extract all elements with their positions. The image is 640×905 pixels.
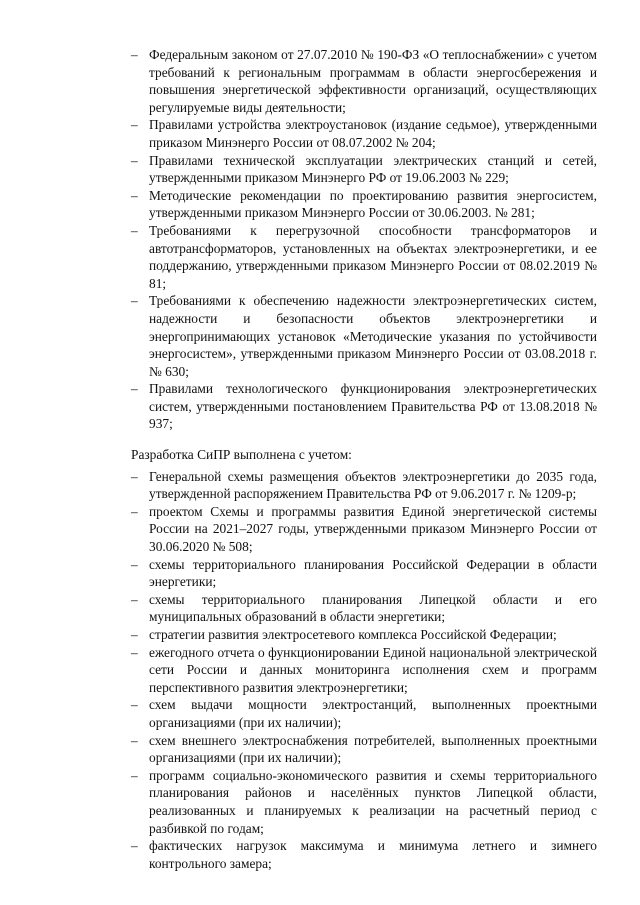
bullet-dash: –	[131, 838, 138, 854]
list-item	[131, 152, 597, 187]
list-item	[131, 837, 597, 872]
list-item-text: проектом Схемы и программы развития Единой энергетической системы России на 2021–2027 годы, утвержденными приказом Минэнерго России от 30.06.2020 № 508;	[149, 503, 597, 555]
list-item	[131, 591, 597, 626]
list-item	[131, 292, 597, 380]
bullet-dash: –	[131, 591, 138, 607]
list-item-text: Методические рекомендации по проектированию развития энергосистем, утвержденными приказом Минэнерго России от 30.06.2003. № 281;	[149, 187, 597, 221]
bullet-dash: –	[131, 47, 138, 62]
bullet-dash: –	[131, 732, 138, 748]
list-item	[131, 644, 597, 697]
list-item-text: Требованиями к перегрузочной способности трансформаторов и автотрансформаторов, установленных на объектах электроэнергетики, и ее поддержанию, утвержденными приказом Минэнерго России от 08.02.2019 № 81;	[149, 222, 597, 291]
bullet-dash: –	[131, 468, 138, 484]
bullet-dash: –	[131, 697, 138, 713]
bullet-dash: –	[131, 187, 138, 203]
bullet-dash: –	[131, 381, 138, 397]
bullet-dash: –	[131, 627, 138, 642]
list-item	[131, 116, 597, 151]
list-item	[131, 732, 597, 767]
list-item-text: Правилами устройства электроустановок (издание седьмое), утвержденными приказом Минэнерго России от 08.07.2002 № 204;	[149, 117, 597, 150]
regulations-list	[131, 46, 597, 433]
list-item	[131, 222, 597, 292]
list-item-text: Требованиями к обеспечению надежности электроэнергетических систем, надежности и безопасности объектов электроэнергетики и энергопринимающих установок «Методические указания по устойчивости энергосистем», утвержденными приказом Минэнерго России от 03.08.2018 г. № 630;	[149, 293, 597, 379]
bullet-dash: –	[131, 767, 138, 783]
bullet-dash: –	[131, 152, 138, 168]
list-item	[131, 626, 597, 644]
list-item-text: схемы территориального планирования Российской Федерации в области энергетики;	[149, 556, 597, 590]
list-item	[131, 468, 597, 503]
list-item-text: схемы территориального планирования Липецкой области и его муниципальных образований в области энергетики;	[149, 591, 597, 625]
list-item	[131, 556, 597, 591]
list-item	[131, 46, 597, 116]
list-item-text: Правилами технической эксплуатации электрических станций и сетей, утвержденными приказом Минэнерго РФ от 19.06.2003 № 229;	[149, 152, 597, 186]
list-item	[131, 187, 597, 222]
list-item	[131, 380, 597, 433]
bullet-dash: –	[131, 644, 138, 660]
sources-list	[131, 468, 597, 873]
list-item-text: стратегии развития электросетевого комплекса Российской Федерации;	[149, 627, 557, 642]
list-item-text: Генеральной схемы размещения объектов электроэнергетики до 2035 года, утвержденной распоряжением Правительства РФ от 9.06.2017 г. № 1209-р;	[149, 468, 597, 502]
list-item-text: Федеральным законом от 27.07.2010 № 190-ФЗ «О теплоснабжении» с учетом требований к региональным программам в области энергосбережения и повышения энергетической эффективности организаций, осуществляющих регулируемые виды деятельности;	[149, 47, 597, 115]
list-item-text: фактических нагрузок максимума и минимума летнего и зимнего контрольного замера;	[149, 838, 597, 871]
list-item	[131, 767, 597, 837]
list-item-text: программ социально-экономического развития и схемы территориального планирования районов и населённых пунктов Липецкой области, реализованных и планируемых к реализации на расчетный период с разбивкой по годам;	[149, 767, 597, 836]
list-item-text: схем выдачи мощности электростанций, выполненных проектными организациями (при их наличии);	[149, 697, 597, 730]
bullet-dash: –	[131, 503, 138, 519]
bullet-dash: –	[131, 293, 138, 309]
list-item-text: схем внешнего электроснабжения потребителей, выполненных проектными организациями (при их наличии);	[149, 732, 597, 766]
list-item	[131, 696, 597, 731]
list-item-text: ежегодного отчета о функционировании Единой национальной электрической сети России и данных мониторинга исполнения схем и программ перспективного развития электроэнергетики;	[149, 644, 597, 695]
bullet-dash: –	[131, 556, 138, 572]
bullet-dash: –	[131, 222, 138, 238]
list-item-text: Правилами технологического функционирования электроэнергетических систем, утвержденными постановлением Правительства РФ от 13.08.2018 № 937;	[149, 381, 597, 432]
document-body	[131, 46, 597, 872]
list-item	[131, 503, 597, 556]
section-paragraph: Разработка СиПР выполнена с учетом:	[131, 447, 352, 463]
bullet-dash: –	[131, 117, 138, 133]
